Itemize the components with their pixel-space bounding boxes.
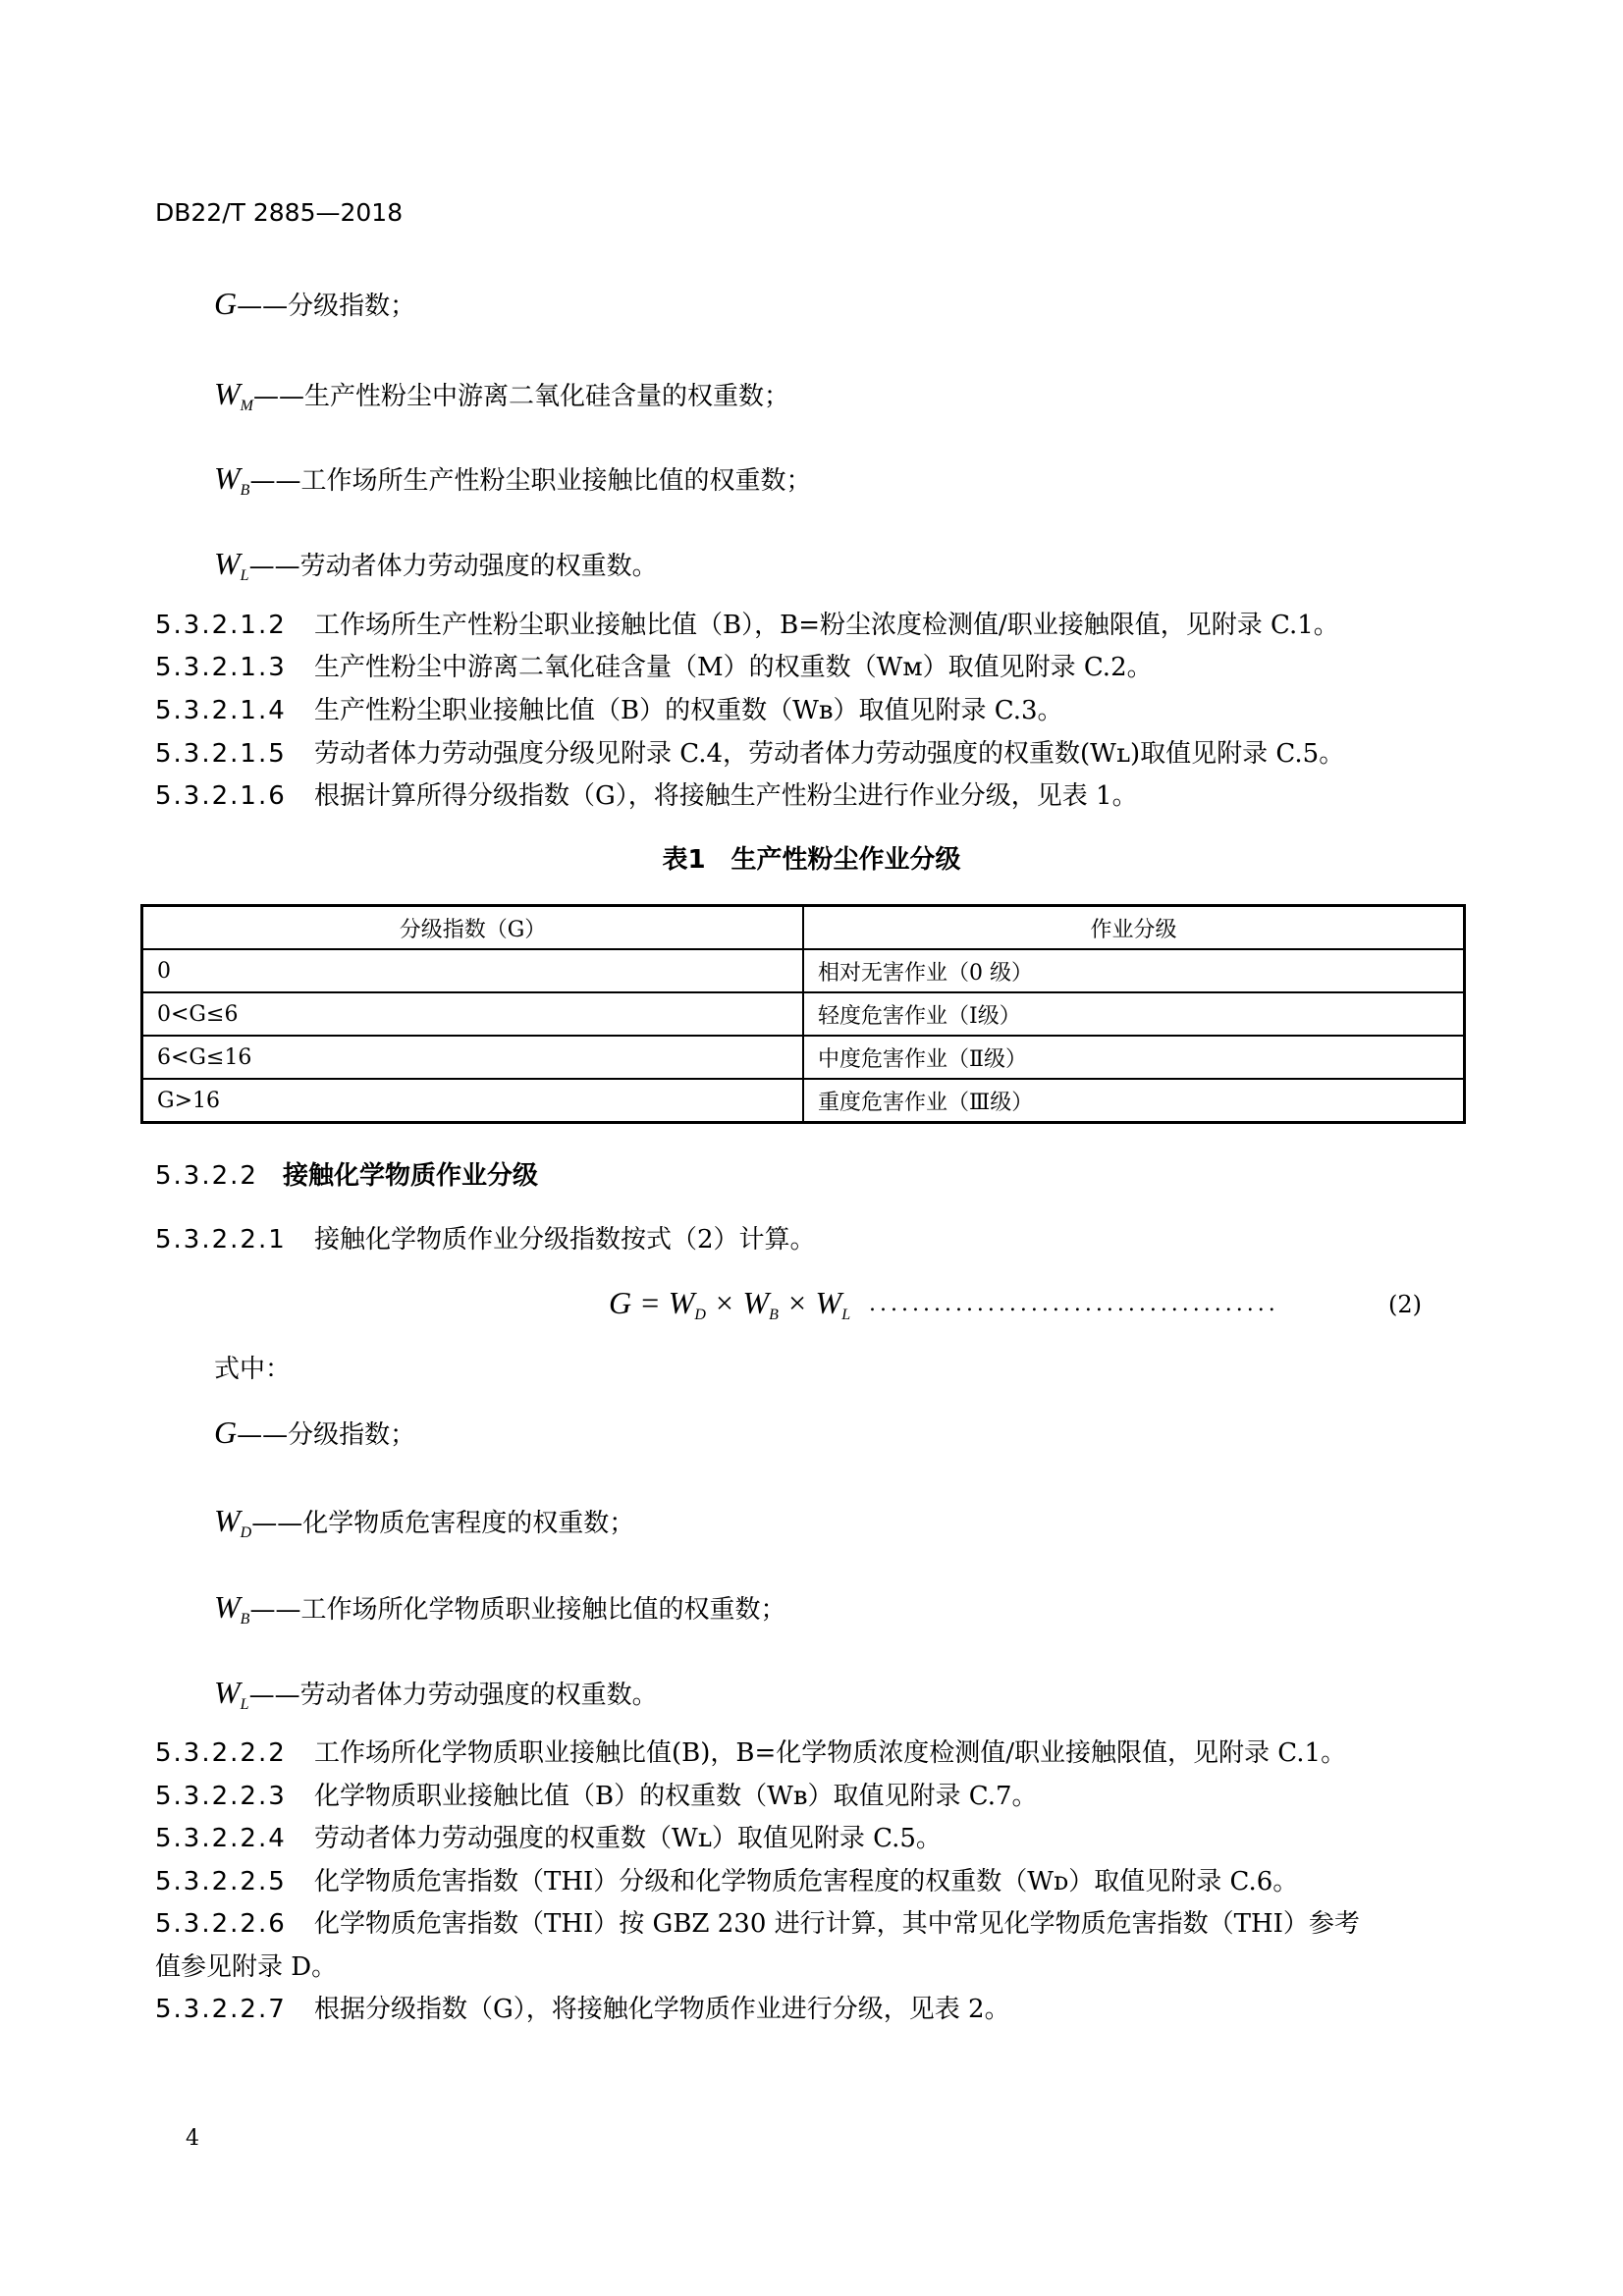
clause-text: 劳动者体力劳动强度的权重数（Wʟ）取值见附录 C.5。 [314,1824,942,1853]
definition-item [214,461,811,507]
definition-item [214,1676,658,1722]
section-title: 接触化学物质作业分级 [283,1161,539,1191]
clause [155,1907,1360,1941]
table-cell: 0 [142,949,804,992]
table-row [142,1036,1465,1079]
definition-item [214,547,658,593]
clause [155,779,1138,813]
clause-text: 生产性粉尘职业接触比值（B）的权重数（Wʙ）取值见附录 C.3。 [314,696,1063,725]
clause-number: 5.3.2.2.1 [155,1225,287,1255]
definition-item [214,1504,634,1550]
definition-text: ——化学物质危害程度的权重数； [251,1509,635,1538]
clause [155,694,1063,727]
clause-number: 5.3.2.2.6 [155,1909,287,1939]
clause [155,651,1153,684]
clause-number: 5.3.2.2.5 [155,1867,287,1896]
table-header: 分级指数（G） [142,906,804,950]
section-heading [155,1159,538,1193]
clause [155,1736,1346,1770]
clause-number: 5.3.2.2.2 [155,1738,287,1768]
table-row [142,1079,1465,1123]
symbol: W [214,376,241,411]
formula-sub: L [841,1307,851,1323]
formula-2 [609,1286,850,1332]
definition-text: ——工作场所生产性粉尘职业接触比值的权重数； [249,466,812,496]
symbol: W [214,1589,241,1625]
definition-item [214,287,415,333]
definition-text: ——劳动者体力劳动强度的权重数。 [248,552,658,581]
table-row [142,992,1465,1036]
section-number: 5.3.2.2 [155,1161,258,1191]
symbol-subscript: L [240,1696,249,1713]
clause [155,1865,1298,1898]
definition-text: ——劳动者体力劳动强度的权重数。 [248,1681,658,1710]
clause [155,737,1344,771]
definition-item [214,1415,415,1462]
formula-part: G = W [609,1285,695,1320]
clause-text: 生产性粉尘中游离二氧化硅含量（M）的权重数（Wм）取值见附录 C.2。 [314,653,1153,682]
clause [155,1223,816,1256]
clause-text: 工作场所化学物质职业接触比值(B)，B=化学物质浓度检测值/职业接触限值，见附录 C.1。 [314,1738,1347,1768]
clause-number: 5.3.2.1.4 [155,696,287,725]
clause-number: 5.3.2.2.4 [155,1824,287,1853]
clause-number: 5.3.2.2.3 [155,1782,287,1811]
table-cell: 0<G≤6 [142,992,804,1036]
formula-sub: D [694,1307,706,1323]
clause [155,1993,1010,2026]
clause-text: 接触化学物质作业分级指数按式（2）计算。 [314,1225,816,1255]
symbol-subscript: D [240,1524,252,1541]
clause [155,1822,942,1855]
symbol: W [214,1503,241,1538]
table-cell: 6<G≤16 [142,1036,804,1079]
clause-number: 5.3.2.1.5 [155,739,287,769]
definition-text: ——分级指数； [237,292,416,321]
symbol-subscript: M [240,398,253,414]
clause-text: 化学物质危害指数（THI）分级和化学物质危害程度的权重数（Wᴅ）取值见附录 C.6。 [314,1867,1299,1896]
classification-table [140,904,1466,1124]
formula-part: × W [778,1285,842,1320]
table-header: 作业分级 [803,906,1465,950]
clause-text: 化学物质职业接触比值（B）的权重数（Wʙ）取值见附录 C.7。 [314,1782,1038,1811]
symbol: G [214,1415,238,1450]
clause-text: 工作场所生产性粉尘职业接触比值（B），B=粉尘浓度检测值/职业接触限值，见附录 C.1。 [314,611,1339,640]
clause-number: 5.3.2.2.7 [155,1995,287,2024]
table-row [142,949,1465,992]
clause-text: 劳动者体力劳动强度分级见附录 C.4，劳动者体力劳动强度的权重数(Wʟ)取值见附录 C.5。 [314,739,1345,769]
where-label: 式中： [214,1355,292,1384]
symbol-subscript: B [240,1611,250,1628]
symbol-subscript: L [240,567,249,584]
page-number: 4 [186,2126,199,2151]
definition-text: ——生产性粉尘中游离二氧化硅含量的权重数； [252,382,789,411]
formula-sub: B [769,1307,779,1323]
table-cell: 相对无害作业（0 级） [803,949,1465,992]
document-header: DB22/T 2885—2018 [155,198,404,227]
clause-text: 值参见附录 D。 [155,1952,338,1982]
clause [155,609,1339,642]
clause-text: 根据计算所得分级指数（G），将接触生产性粉尘进行作业分级，见表 1。 [314,781,1138,811]
definition-text: ——分级指数； [237,1420,416,1450]
clause-number: 5.3.2.1.6 [155,781,287,811]
formula-leader-dots: ...................................... [869,1292,1279,1316]
table-cell: 重度危害作业（Ⅲ级） [803,1079,1465,1123]
clause-number: 5.3.2.1.3 [155,653,287,682]
formula-number: (2) [1388,1291,1422,1318]
symbol: G [214,286,238,321]
formula-part: × W [705,1285,770,1320]
table-cell: 中度危害作业（Ⅱ级） [803,1036,1465,1079]
definition-item [214,1590,785,1636]
clause-text: 化学物质危害指数（THI）按 GBZ 230 进行计算，其中常见化学物质危害指数（THI）参考 [314,1909,1360,1939]
symbol-subscript: B [240,482,250,499]
symbol: W [214,1675,241,1710]
clause-number: 5.3.2.1.2 [155,611,287,640]
table-cell: 轻度危害作业（Ⅰ级） [803,992,1465,1036]
definition-item [214,377,789,423]
clause-text: 根据分级指数（G），将接触化学物质作业进行分级，见表 2。 [314,1995,1010,2024]
table-header-row [142,906,1465,950]
clause [155,1950,337,1984]
definition-text: ——工作场所化学物质职业接触比值的权重数； [249,1595,786,1625]
symbol: W [214,460,241,496]
table-caption: 表1 生产性粉尘作业分级 [662,845,961,875]
clause [155,1780,1038,1813]
symbol: W [214,546,241,581]
table-cell: G>16 [142,1079,804,1123]
